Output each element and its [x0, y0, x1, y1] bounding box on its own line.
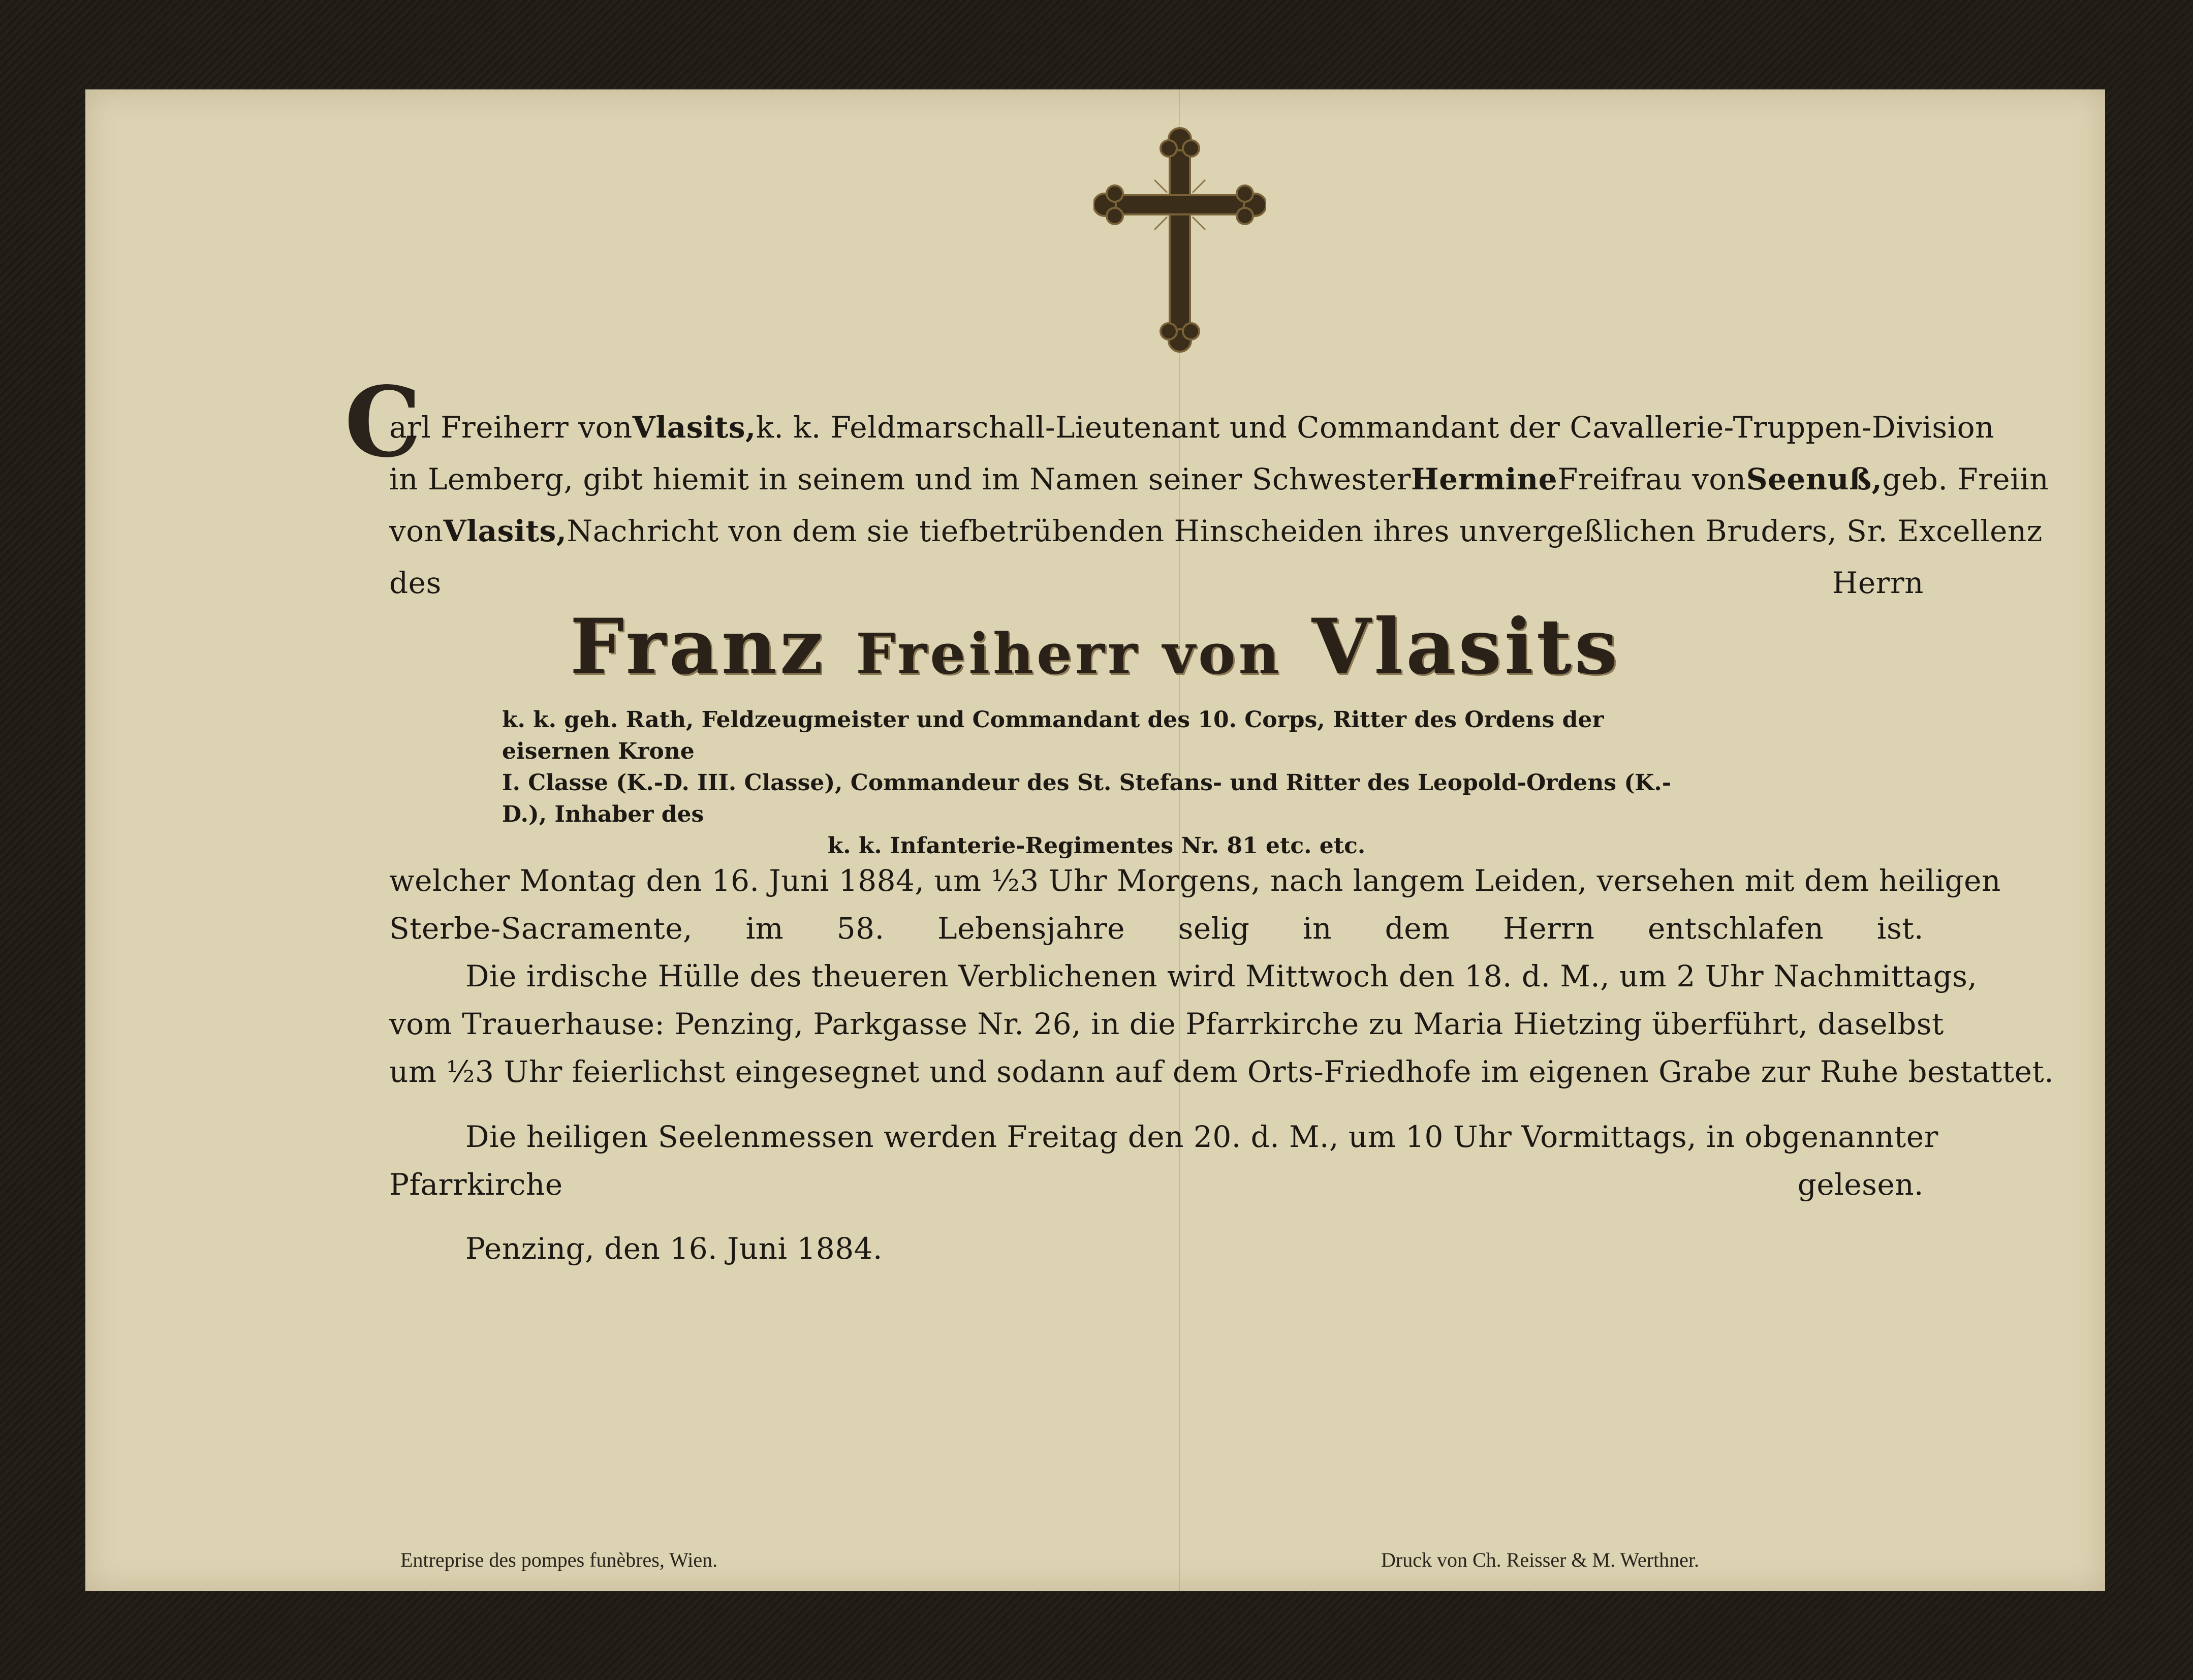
death-line-1: welcher Montag den 16. Juni 1884, um ½3 Uhr Morgens, nach langem Leiden, versehen mit dem heiligen [389, 863, 2001, 898]
deceased-surname: Vlasits [1311, 602, 1621, 692]
funeral-paragraph [389, 952, 2054, 1096]
deceased-first-name: Franz [570, 602, 826, 692]
name-hermine: Hermine [1411, 462, 1558, 496]
intro-paragraph-cont [389, 453, 2049, 609]
footer-undertaker: Entreprise des pompes funèbres, Wien. [400, 1548, 718, 1571]
intro-line-2: in Lemberg, gibt hiemit in seinem und im Namen seiner Schwester Hermine Freifrau von Seenuß, geb. Freiin [389, 453, 1924, 505]
masses-paragraph [389, 1113, 1938, 1208]
surname-seenuss: Seenuß, [1746, 462, 1883, 496]
surname-vlasits: Vlasits, [632, 410, 756, 445]
masses-line-2: Pfarrkirche gelesen. [389, 1167, 1924, 1202]
funeral-line-1: Die irdische Hülle des theueren Verblichenen wird Mittwoch den 18. d. M., um 2 Uhr Nachmittags, [465, 959, 1978, 993]
drop-cap-letter: C [344, 365, 422, 479]
cross-icon [1093, 119, 1266, 353]
surname-vlasits-2: Vlasits, [443, 514, 567, 548]
footer-printer: Druck von Ch. Reisser & M. Werthner. [1381, 1548, 1699, 1571]
intro-line-3: von Vlasits, Nachricht von dem sie tiefbetrübenden Hinscheiden ihres unvergeßlichen Bruders, Sr. Excellenz [389, 505, 1924, 557]
funeral-line-2: vom Trauerhause: Penzing, Parkgasse Nr. 26, in die Pfarrkirche zu Maria Hietzing überführt, daselbst [389, 1007, 1944, 1041]
deceased-name-heading [85, 604, 2105, 697]
titles-line-1: k. k. geh. Rath, Feldzeugmeister und Commandant des 10. Corps, Ritter des Ordens der eisernen Krone [502, 707, 1604, 764]
intro-paragraph [389, 401, 1994, 453]
place-and-date: Penzing, den 16. Juni 1884. [465, 1231, 883, 1266]
mourning-notice-sheet [85, 89, 2105, 1591]
deceased-titles [502, 704, 1691, 862]
funeral-line-3: um ½3 Uhr feierlichst eingesegnet und sodann auf dem Orts-Friedhofe im eigenen Grabe zur Ruhe bestattet. [389, 1054, 2054, 1089]
titles-line-3: k. k. Infanterie-Regimentes Nr. 81 etc. etc. [827, 833, 1366, 859]
masses-line-1: Die heiligen Seelenmessen werden Freitag den 20. d. M., um 10 Uhr Vormittags, in obgenannter [465, 1119, 1938, 1154]
intro-line-4: des Herrn [389, 566, 1924, 600]
titles-line-2: I. Classe (K.-D. III. Classe), Commandeur des St. Stefans- und Ritter des Leopold-Ordens (K.-D.), Inhaber des [502, 770, 1671, 827]
deceased-title: Freiherr von [856, 621, 1282, 687]
death-line-2: Sterbe-Sacramente, im 58. Lebensjahre selig in dem Herrn entschlafen ist. [389, 911, 1924, 946]
intro-line-1: arl Freiherr von Vlasits, k. k. Feldmarschall-Lieutenant und Commandant der Cavallerie-Truppen-Division [389, 401, 1873, 453]
death-paragraph [389, 857, 2001, 952]
